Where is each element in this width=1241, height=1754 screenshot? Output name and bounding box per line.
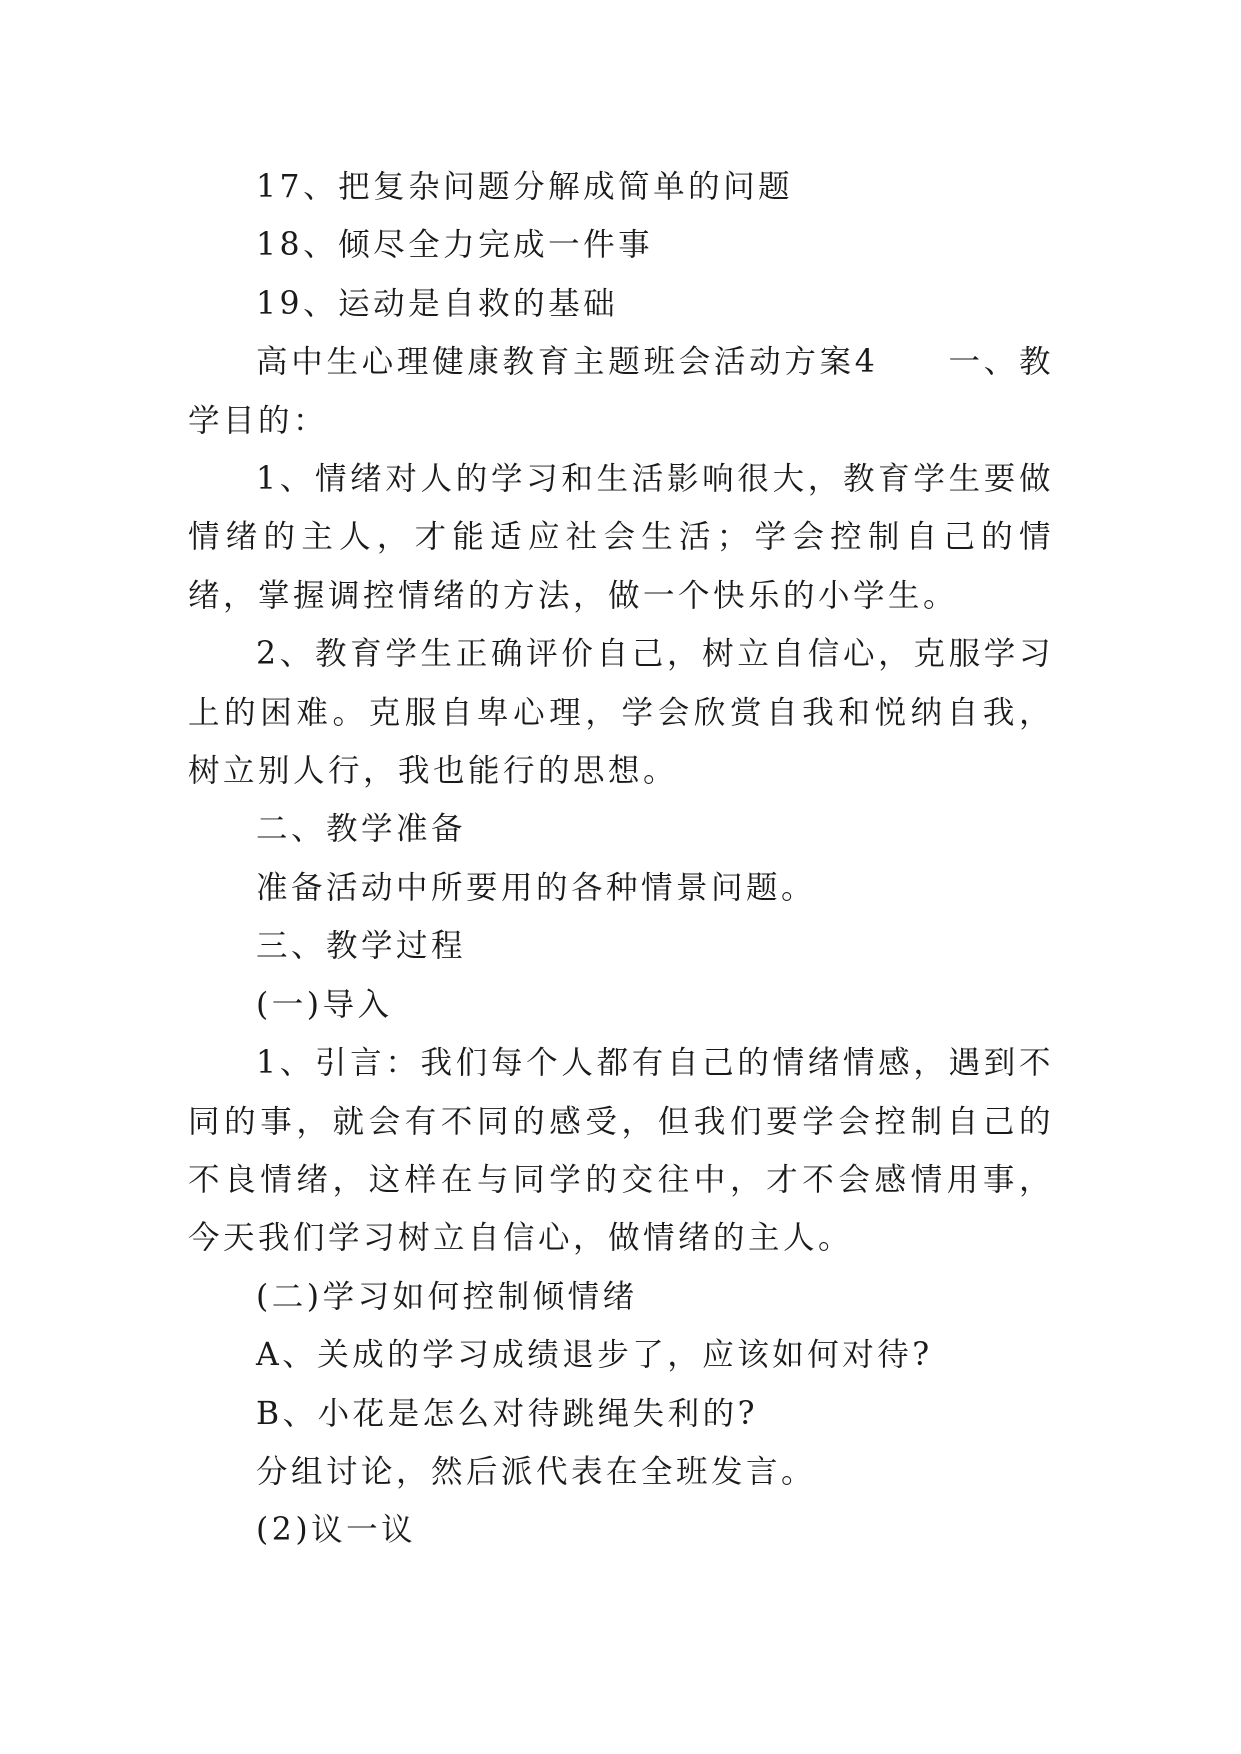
goal-paragraph-1: 1、情绪对人的学习和生活影响很大，教育学生要做情绪的主人，才能适应社会生活；学会控制自己的情绪，掌握调控情绪的方法，做一个快乐的小学生。 [188,461,1054,614]
section-title: 高中生心理健康教育主题班会活动方案4 [256,344,879,381]
list-item: 18、倾尽全力完成一件事 [256,227,654,264]
prep-heading: 二、教学准备 [256,811,467,848]
list-item: 17、把复杂问题分解成简单的问题 [256,169,794,205]
goal-paragraph-2: 2、教育学生正确评价自己，树立自信心，克服学习上的困难。克服自卑心理，学会欣赏自我和悦纳自我，树立别人行，我也能行的思想。 [188,636,1054,790]
question-a: A、关成的学习成绩退步了，应该如何对待? [256,1337,933,1374]
intro-heading: (一)导入 [256,986,393,1023]
section-title-paragraph [188,333,1054,450]
intro-body: 1、引言：我们每个人都有自己的情绪情感，遇到不同的事，就会有不同的感受，但我们要学会控制自己的不良情绪，这样在与同学的交往中，才不会感情用事，今天我们学习树立自信心，做情绪的主人。 [188,1045,1054,1257]
list-item: 19、运动是自救的基础 [256,285,619,322]
question-b: B、小花是怎么对待跳绳失利的? [256,1395,759,1432]
prep-body: 准备活动中所要用的各种情景问题。 [256,869,817,906]
discuss-heading: (2)议一议 [256,1512,417,1549]
teaching-goal-heading: 一、教学目的： [188,344,1054,439]
learn-heading: (二)学习如何控制倾情绪 [256,1278,638,1315]
document-body [188,158,1054,1560]
process-heading: 三、教学过程 [256,928,467,965]
discussion-text: 分组讨论，然后派代表在全班发言。 [256,1453,817,1490]
